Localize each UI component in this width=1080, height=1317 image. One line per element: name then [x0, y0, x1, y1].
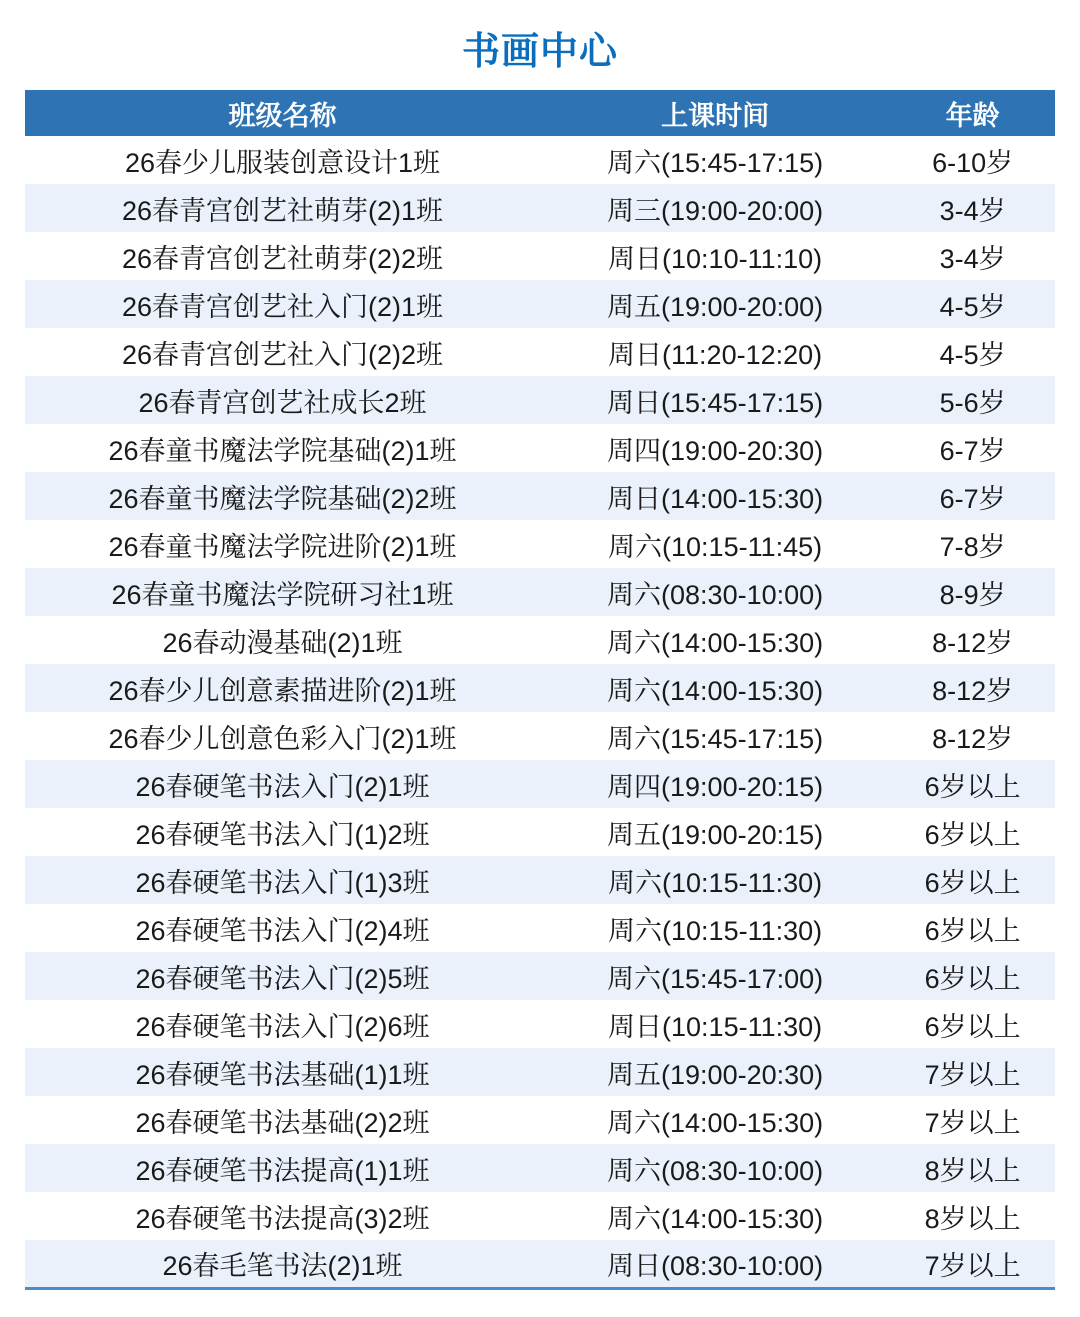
table-row — [25, 808, 1055, 856]
class-name-cell: 26春硬笔书法入门(1)2班 — [135, 819, 430, 850]
class-time-cell: 周六(15:45-17:15) — [607, 723, 824, 754]
age-cell: 3-4岁 — [939, 243, 1006, 274]
age-cell: 4-5岁 — [939, 291, 1006, 322]
class-name-cell: 26春硬笔书法基础(2)2班 — [135, 1107, 430, 1138]
class-name-cell: 26春少儿服装创意设计1班 — [124, 147, 441, 178]
schedule-table — [25, 90, 1055, 1290]
class-name-cell: 26春青宫创艺社成长2班 — [138, 387, 427, 418]
class-time-cell: 周六(10:15-11:45) — [608, 531, 823, 562]
age-cell: 8-12岁 — [932, 723, 1014, 754]
class-name-cell: 26春硬笔书法提高(3)2班 — [135, 1203, 430, 1234]
table-row — [25, 1096, 1055, 1144]
class-name-cell: 26春硬笔书法入门(2)1班 — [135, 771, 430, 802]
schedule-table-body — [25, 136, 1055, 1288]
class-name-cell: 26春童书魔法学院基础(2)1班 — [108, 435, 457, 466]
age-cell: 6-7岁 — [939, 435, 1006, 466]
age-cell: 6-7岁 — [939, 483, 1006, 514]
table-row — [25, 1192, 1055, 1240]
class-name-cell: 26春青宫创艺社入门(2)2班 — [121, 339, 444, 370]
col-header-age: 年龄 — [890, 90, 1055, 136]
class-time-cell: 周日(08:30-10:00) — [607, 1250, 824, 1281]
class-time-cell: 周三(19:00-20:00) — [607, 195, 824, 226]
class-time-cell: 周六(14:00-15:30) — [607, 1203, 824, 1234]
table-row — [25, 328, 1055, 376]
class-name-cell: 26春硬笔书法入门(1)3班 — [135, 867, 430, 898]
class-name-cell: 26春毛笔书法(2)1班 — [162, 1250, 403, 1281]
class-time-cell: 周六(14:00-15:30) — [607, 627, 824, 658]
table-row — [25, 904, 1055, 952]
age-cell: 6岁以上 — [924, 963, 1021, 994]
class-time-cell: 周六(14:00-15:30) — [607, 1107, 824, 1138]
age-cell: 6-10岁 — [932, 147, 1014, 178]
col-header-class-time: 上课时间 — [540, 90, 890, 136]
age-cell: 5-6岁 — [939, 387, 1006, 418]
table-row — [25, 1240, 1055, 1288]
age-cell: 7岁以上 — [924, 1107, 1021, 1138]
class-time-cell: 周六(08:30-10:00) — [607, 1155, 824, 1186]
class-name-cell: 26春硬笔书法入门(2)6班 — [135, 1011, 430, 1042]
age-cell: 6岁以上 — [924, 819, 1021, 850]
table-row — [25, 1000, 1055, 1048]
class-name-cell: 26春少儿创意素描进阶(2)1班 — [108, 675, 457, 706]
table-row — [25, 232, 1055, 280]
class-name-cell: 26春少儿创意色彩入门(2)1班 — [108, 723, 457, 754]
table-row — [25, 952, 1055, 1000]
class-time-cell: 周四(19:00-20:30) — [607, 435, 824, 466]
class-time-cell: 周六(15:45-17:15) — [607, 147, 824, 178]
age-cell: 7岁以上 — [924, 1250, 1021, 1281]
age-cell: 4-5岁 — [939, 339, 1006, 370]
class-time-cell: 周五(19:00-20:30) — [607, 1059, 824, 1090]
age-cell: 6岁以上 — [924, 915, 1021, 946]
class-time-cell: 周日(15:45-17:15) — [607, 387, 824, 418]
table-row — [25, 472, 1055, 520]
table-row — [25, 520, 1055, 568]
class-time-cell: 周五(19:00-20:00) — [607, 291, 824, 322]
class-time-cell: 周四(19:00-20:15) — [607, 771, 824, 802]
table-row — [25, 424, 1055, 472]
class-name-cell: 26春青宫创艺社萌芽(2)2班 — [121, 243, 444, 274]
table-row — [25, 568, 1055, 616]
age-cell: 7-8岁 — [939, 531, 1006, 562]
class-time-cell: 周日(14:00-15:30) — [607, 483, 824, 514]
table-row — [25, 1048, 1055, 1096]
age-cell: 8-12岁 — [932, 627, 1014, 658]
age-cell: 8-9岁 — [939, 579, 1006, 610]
page-title: 书画中心 — [461, 31, 618, 73]
table-row — [25, 184, 1055, 232]
table-row — [25, 1144, 1055, 1192]
table-row — [25, 136, 1055, 184]
class-name-cell: 26春青宫创艺社萌芽(2)1班 — [121, 195, 444, 226]
table-row — [25, 856, 1055, 904]
class-name-cell: 26春童书魔法学院基础(2)2班 — [108, 483, 457, 514]
table-row — [25, 616, 1055, 664]
age-cell: 8岁以上 — [924, 1203, 1021, 1234]
class-time-cell: 周日(10:15-11:30) — [608, 1011, 823, 1042]
table-row — [25, 664, 1055, 712]
age-cell: 3-4岁 — [939, 195, 1006, 226]
age-cell: 6岁以上 — [924, 867, 1021, 898]
table-row — [25, 760, 1055, 808]
class-time-cell: 周日(11:20-12:20) — [608, 339, 823, 370]
class-name-cell: 26春硬笔书法入门(2)4班 — [135, 915, 430, 946]
table-row — [25, 712, 1055, 760]
col-header-class-name: 班级名称 — [25, 90, 540, 136]
class-name-cell: 26春动漫基础(2)1班 — [162, 627, 403, 658]
class-time-cell: 周日(10:10-11:10) — [608, 243, 823, 274]
header-row — [25, 90, 1055, 136]
class-name-cell: 26春童书魔法学院进阶(2)1班 — [108, 531, 457, 562]
class-time-cell: 周六(14:00-15:30) — [607, 675, 824, 706]
table-row — [25, 280, 1055, 328]
class-name-cell: 26春硬笔书法提高(1)1班 — [135, 1155, 430, 1186]
age-cell: 6岁以上 — [924, 771, 1021, 802]
class-time-cell: 周五(19:00-20:15) — [607, 819, 824, 850]
age-cell: 8-12岁 — [932, 675, 1014, 706]
class-time-cell: 周六(10:15-11:30) — [608, 867, 823, 898]
age-cell: 8岁以上 — [924, 1155, 1021, 1186]
class-time-cell: 周六(15:45-17:00) — [607, 963, 824, 994]
class-name-cell: 26春硬笔书法入门(2)5班 — [135, 963, 430, 994]
age-cell: 6岁以上 — [924, 1011, 1021, 1042]
age-cell: 7岁以上 — [924, 1059, 1021, 1090]
class-name-cell: 26春硬笔书法基础(1)1班 — [135, 1059, 430, 1090]
table-row — [25, 376, 1055, 424]
class-name-cell: 26春童书魔法学院研习社1班 — [111, 579, 454, 610]
class-time-cell: 周六(10:15-11:30) — [608, 915, 823, 946]
class-time-cell: 周六(08:30-10:00) — [607, 579, 824, 610]
class-name-cell: 26春青宫创艺社入门(2)1班 — [121, 291, 444, 322]
